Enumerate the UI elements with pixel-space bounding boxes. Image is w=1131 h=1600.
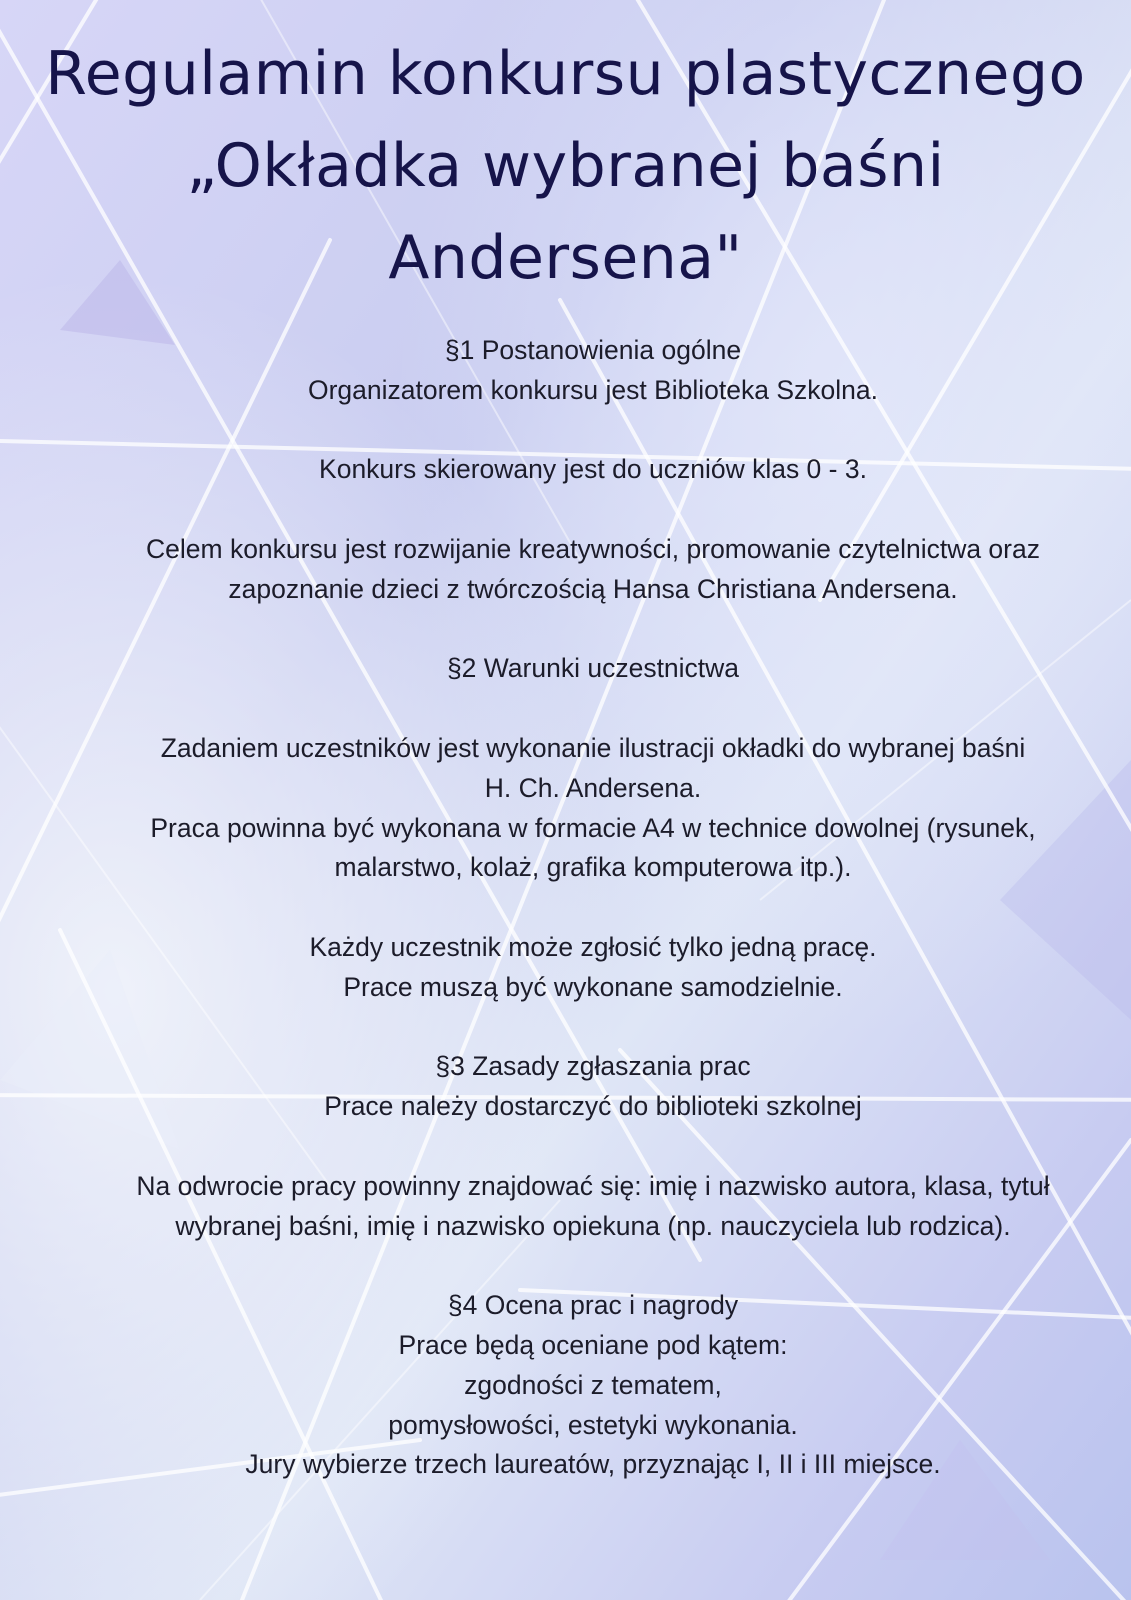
- entry-limit-text: Każdy uczestnik może zgłosić tylko jedną pracę.: [309, 931, 877, 962]
- delivery-text: Prace należy dostarczyć do biblioteki szkolnej: [324, 1091, 862, 1122]
- own-work-text: Prace muszą być wykonane samodzielnie.: [343, 971, 843, 1002]
- format-text-line-2: malarstwo, kolaż, grafika komputerowa itp.).: [334, 852, 852, 883]
- title-line-1: Regulamin konkursu plastycznego: [45, 39, 1086, 109]
- task-text-line-1: Zadaniem uczestników jest wykonanie ilustracji okładki do wybranej baśni: [160, 732, 1026, 763]
- section-2-heading: §2 Warunki uczestnictwa: [446, 653, 740, 684]
- document-title: [0, 28, 1131, 304]
- audience-text: Konkurs skierowany jest do uczniów klas 0 - 3.: [319, 454, 867, 485]
- regulations-body: [60, 331, 1126, 1485]
- jury-text: Jury wybierze trzech laureatów, przyznając I, II i III miejsce.: [245, 1449, 941, 1480]
- criteria-item-2: pomysłowości, estetyki wykonania.: [388, 1409, 798, 1440]
- label-text-line-2: wybranej baśni, imię i nazwisko opiekuna (np. nauczyciela lub rodzica).: [175, 1210, 1011, 1241]
- criteria-item-1: zgodności z tematem,: [464, 1369, 722, 1400]
- organizer-text: Organizatorem konkursu jest Biblioteka Szkolna.: [307, 374, 879, 405]
- section-3-heading: §3 Zasady zgłaszania prac: [435, 1051, 751, 1082]
- task-text-line-2: H. Ch. Andersena.: [484, 772, 702, 803]
- criteria-intro-text: Prace będą oceniane pod kątem:: [398, 1329, 788, 1360]
- label-text-line-1: Na odwrocie pracy powinny znajdować się: imię i nazwisko autora, klasa, tytuł: [136, 1170, 1050, 1201]
- format-text-line-1: Praca powinna być wykonana w formacie A4 w technice dowolnej (rysunek,: [150, 812, 1036, 843]
- title-line-3: Andersena": [388, 223, 743, 293]
- section-4-heading: §4 Ocena prac i nagrody: [447, 1290, 739, 1321]
- title-line-2: „Okładka wybranej baśni: [186, 131, 945, 201]
- section-1-heading: §1 Postanowienia ogólne: [444, 335, 742, 365]
- goal-text-line-2: zapoznanie dzieci z twórczością Hansa Christiana Andersena.: [228, 573, 958, 604]
- goal-text-line-1: Celem konkursu jest rozwijanie kreatywności, promowanie czytelnictwa oraz: [146, 533, 1040, 564]
